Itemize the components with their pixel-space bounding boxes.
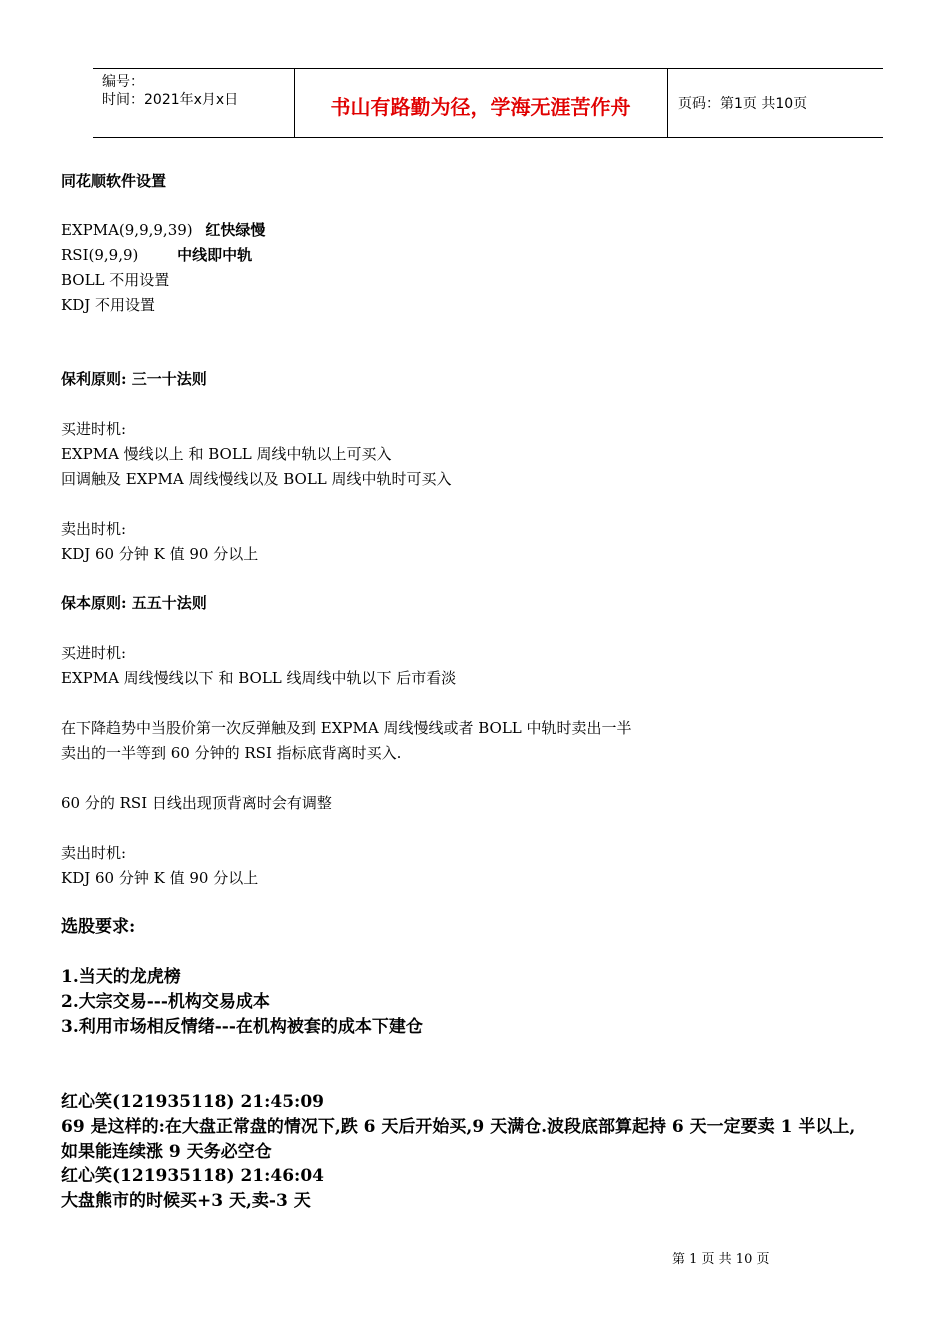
chat-message-1: 69 是这样的:在大盘正常盘的情况下,跌 6 天后开始买,9 天满仓.波段底部算起持 6 天一定要卖 1 半以上, — [61, 1117, 856, 1137]
setting-boll: BOLL 不用设置 — [61, 271, 170, 289]
section-title-profit: 保利原则: 三一十法则 — [61, 370, 207, 388]
setting-note: 红快绿慢 — [205, 221, 266, 239]
setting-name: RSI(9,9,9) — [61, 246, 139, 264]
page-header — [93, 68, 883, 138]
section-title-capital: 保本原则: 五五十法则 — [61, 594, 207, 612]
section-title-select: 选股要求: — [61, 917, 136, 937]
page-footer: 第 1 页 共 10 页 — [672, 1252, 770, 1267]
header-meta-cell — [93, 69, 295, 137]
number-label: 编号： — [102, 74, 144, 90]
select-item-1: 1.当天的龙虎榜 — [61, 967, 181, 987]
capital-buy-label: 买进时机: — [61, 644, 127, 662]
chat-header-1: 红心笑(121935118) 21:45:09 — [61, 1092, 324, 1112]
header-page-cell — [668, 69, 883, 137]
capital-paragraph-3: 60 分的 RSI 日线出现顶背离时会有调整 — [61, 794, 332, 812]
profit-buy-rule-2: 回调触及 EXPMA 周线慢线以及 BOLL 周线中轨时可买入 — [61, 470, 452, 488]
capital-sell-rule-1: KDJ 60 分钟 K 值 90 分以上 — [61, 869, 259, 887]
profit-buy-rule-1: EXPMA 慢线以上 和 BOLL 周线中轨以上可买入 — [61, 445, 392, 463]
setting-name: EXPMA(9,9,9,39) — [61, 221, 193, 239]
motto: 书山有路勤为径，学海无涯苦作舟 — [330, 95, 631, 119]
capital-paragraph-2: 卖出的一半等到 60 分钟的 RSI 指标底背离时买入. — [61, 744, 402, 762]
setting-kdj: KDJ 不用设置 — [61, 296, 156, 314]
setting-rsi — [61, 245, 252, 265]
profit-sell-label: 卖出时机: — [61, 520, 127, 538]
profit-buy-label: 买进时机: — [61, 420, 127, 438]
capital-buy-rule-1: EXPMA 周线慢线以下 和 BOLL 线周线中轨以下 后市看淡 — [61, 669, 457, 687]
header-motto-cell — [294, 69, 668, 137]
time-label: 时间：2021年x月x日 — [102, 92, 239, 108]
setting-note: 中线即中轨 — [177, 246, 253, 264]
capital-paragraph-1: 在下降趋势中当股价第一次反弹触及到 EXPMA 周线慢线或者 BOLL 中轨时卖出一半 — [61, 719, 632, 737]
section-title-software: 同花顺软件设置 — [61, 172, 167, 190]
chat-message-1-cont: 如果能连续涨 9 天务必空仓 — [61, 1142, 272, 1162]
page-code: 页码：第1页 共10页 — [678, 96, 808, 112]
select-item-2: 2.大宗交易---机构交易成本 — [61, 992, 270, 1012]
profit-sell-rule-1: KDJ 60 分钟 K 值 90 分以上 — [61, 545, 259, 563]
chat-header-2: 红心笑(121935118) 21:46:04 — [61, 1166, 324, 1186]
setting-expma — [61, 220, 265, 240]
capital-sell-label: 卖出时机: — [61, 844, 127, 862]
select-item-3: 3.利用市场相反情绪---在机构被套的成本下建仓 — [61, 1017, 423, 1037]
chat-message-2: 大盘熊市的时候买+3 天,卖-3 天 — [61, 1191, 311, 1211]
